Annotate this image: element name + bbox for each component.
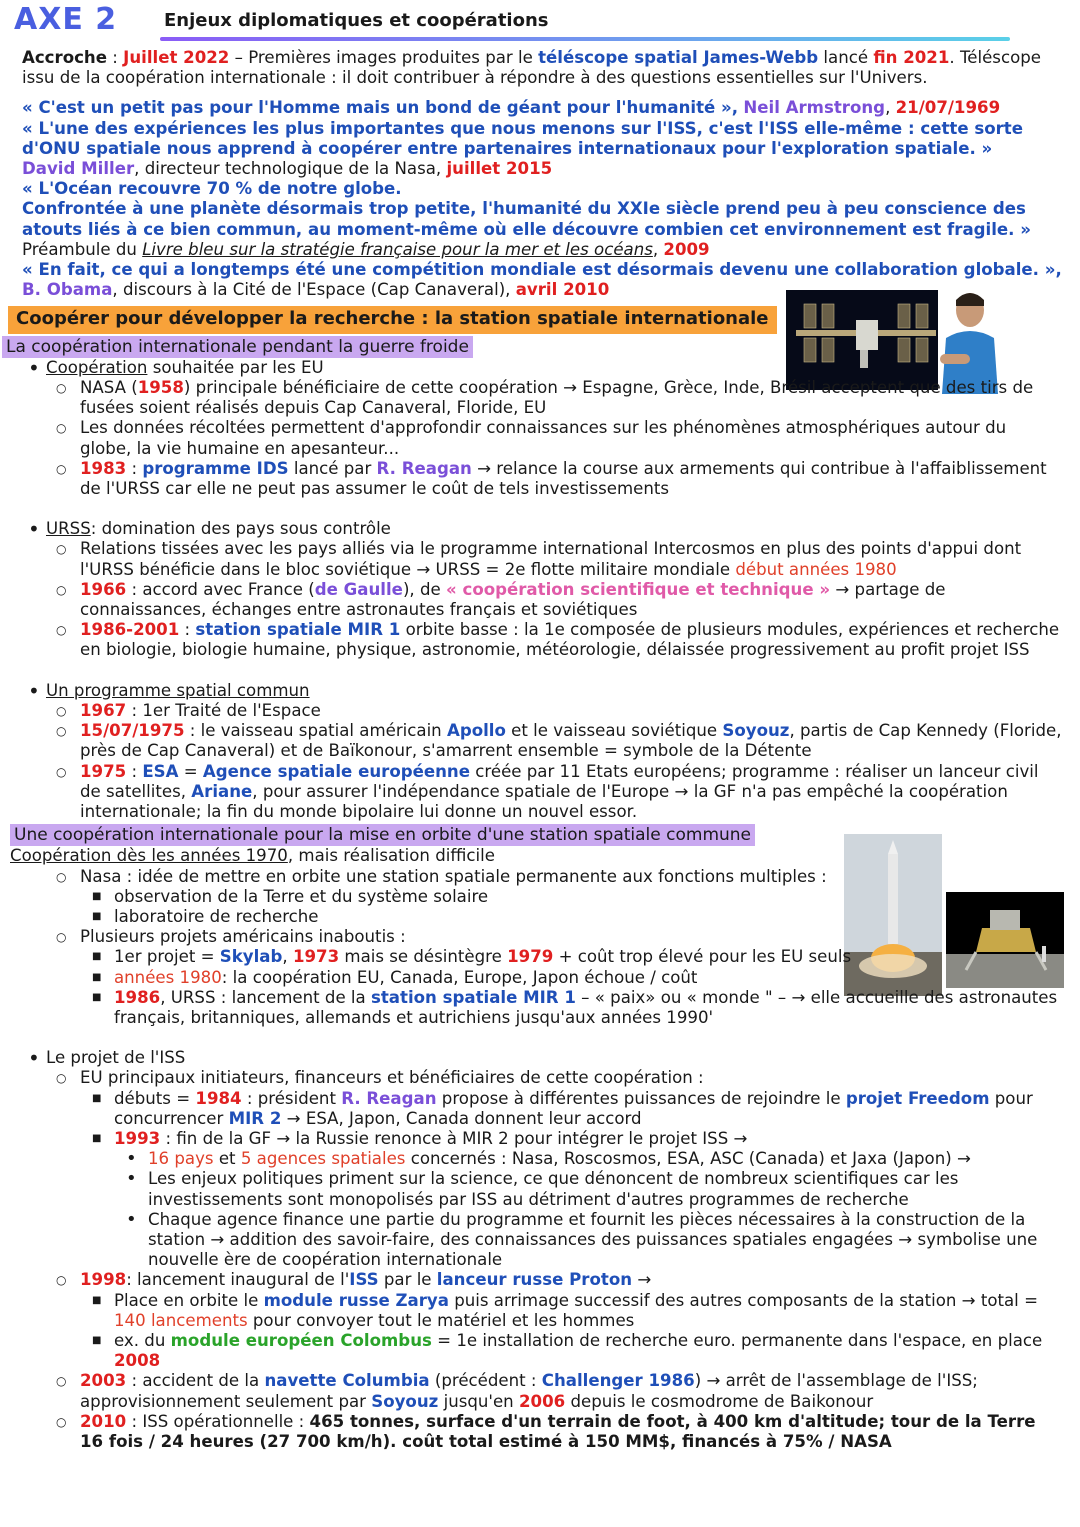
- axe-label: AXE 2: [14, 2, 118, 37]
- list-item: ○ 1983 : programme IDS lancé par R. Reagan → relance la course aux armements qui contribue à l'affaiblissement de l'URSS car elle ne peut pas assumer le coût de tels investissements: [22, 459, 1062, 499]
- list-item: ■ 1er projet = Skylab, 1973 mais se désintègre 1979 + coût trop élevé pour les EU seuls: [22, 947, 1062, 967]
- list-item: • 16 pays et 5 agences spatiales concernés : Nasa, Roscosmos, ESA, ASC (Canada) et Jaxa (Japon) →: [22, 1149, 1062, 1169]
- list-item: ○ 1998: lancement inaugural de l'ISS par le lanceur russe Proton →: [22, 1270, 1062, 1290]
- page-header: [12, 0, 1072, 44]
- list-item: • Un programme spatial commun: [22, 681, 1062, 701]
- quote-ocean-2: Confrontée à une planète désormais trop petite, l'humanité du XXIe siècle prend peu à peu conscience des atouts liés à ce bien commun, au moment-même où elle découvre combien cet environnement est fragile. »: [22, 199, 1031, 239]
- list-item: ■ Place en orbite le module russe Zarya puis arrimage successif des autres composants de la station → total = 140 lancements pour convoyer tout le matériel et les hommes: [22, 1291, 1062, 1331]
- list-item: ○ 2003 : accident de la navette Columbia (précédent : Challenger 1986) → arrêt de l'assemblage de l'ISS; approvisionnement seulement par Soyouz jusqu'en 2006 depuis le cosmodrome de Baikonour: [22, 1371, 1062, 1411]
- list-item: ■ observation de la Terre et du système solaire: [22, 887, 1062, 907]
- list-item: ■ débuts = 1984 : président R. Reagan propose à différentes puissances de rejoindre le projet Freedom pour concurrencer MIR 2 → ESA, Japon, Canada donnent leur accord: [22, 1089, 1062, 1129]
- list-item: ○ EU principaux initiateurs, financeurs et bénéficiaires de cette coopération :: [22, 1068, 1062, 1088]
- quote-obama-source: B. Obama, discours à la Cité de l'Espace (Cap Canaveral), avril 2010: [22, 280, 610, 300]
- list-item: ○ NASA (1958) principale bénéficiaire de cette coopération → Espagne, Grèce, Inde, Brésil acceptent que des tirs de fusées soient réalisés depuis Cap Canaveral, Floride, EU: [22, 378, 1062, 418]
- list-item: ■ 1986, URSS : lancement de la station spatiale MIR 1 – « paix» ou « monde " – → elle accueille des astronautes français, britanniques, allemands et autrichiens jusqu'aux années 1990': [22, 988, 1062, 1028]
- list-item: ■ années 1980: la coopération EU, Canada, Europe, Japon échoue / coût: [22, 968, 1062, 988]
- cold-war-list: [22, 358, 1062, 822]
- list-item: ■ 1993 : fin de la GF → la Russie renonce à MIR 2 pour intégrer le projet ISS →: [22, 1129, 1062, 1149]
- list-item: ○ Relations tissées avec les pays alliés via le programme international Intercosmos en plus des points d'appui dont l'URSS bénéficie dans le bloc soviétique → URSS = 2e flotte militaire mondiale début années 1980: [22, 539, 1062, 579]
- list-item: ○ 15/07/1975 : le vaisseau spatial américain Apollo et le vaisseau soviétique Soyouz, partis de Cap Kennedy (Floride, près de Cap Canaveral) et de Baïkonour, s'amarrent ensemble = symbole de la Détente: [22, 721, 1062, 761]
- quote-ocean: « L'Océan recouvre 70 % de notre globe.: [22, 179, 402, 199]
- list-item: ○ 1966 : accord avec France (de Gaulle), de « coopération scientifique et technique » → partage de connaissances, échanges entre astronautes français et soviétiques: [22, 580, 1062, 620]
- list-item: ○ 1967 : 1er Traité de l'Espace: [22, 701, 1062, 721]
- orbit-list: [22, 867, 1062, 1453]
- quote-miller-source: David Miller, directeur technologique de la Nasa, juillet 2015: [22, 159, 553, 179]
- list-item: ○ 2010 : ISS opérationnelle : 465 tonnes, surface d'un terrain de foot, à 400 km d'altitude; tour de la Terre 16 fois / 24 heures (27 700 km/h). coût total estimé à 150 MM$, financés à 75% / NASA: [22, 1412, 1062, 1452]
- hook-label: Accroche: [22, 48, 108, 67]
- quote-miller: « L'une des expériences les plus importantes que nous menons sur l'ISS, c'est l'ISS elle-même : cette sorte d'ONU spatiale nous apprend à coopérer entre partenaires internationaux pour l'exploration spatiale. »: [22, 118, 1023, 158]
- list-item: • Les enjeux politiques priment sur la science, ce que dénoncent de nombreux scientifiques car les investissements sont monopolisés par ISS au détriment d'autres programmes de recherche: [22, 1169, 1062, 1209]
- quote-ocean-source: Préambule du Livre bleu sur la stratégie française pour la mer et les océans, 2009: [22, 239, 710, 259]
- list-item: ■ ex. du module européen Colombus = 1e installation de recherche euro. permanente dans l'espace, en place 2008: [22, 1331, 1062, 1371]
- list-item: • Coopération souhaitée par les EU: [22, 358, 1062, 378]
- quote-obama: « En fait, ce qui a longtemps été une compétition mondiale est désormais devenu une collaboration globale. »,: [22, 260, 1062, 280]
- hook-paragraph: Accroche : Juillet 2022 – Premières images produites par le téléscope spatial James-Webb lancé fin 2021. Téléscope issu de la coopération internationale : il doit contribuer à répondre à des questions essentielles sur l'Univers.: [22, 48, 1041, 88]
- list-item: • Chaque agence finance une partie du programme et fournit les pièces nécessaires à la construction de la station → addition des savoir-faire, des connaissances des puissances spatiales engagées → symbolise une nouvelle ère de coopération internationale: [22, 1210, 1062, 1271]
- section-heading-iss: Coopérer pour développer la recherche : la station spatiale internationale: [8, 306, 777, 333]
- list-item: • URSS: domination des pays sous contrôle: [22, 519, 1062, 539]
- orbit-intro: Coopération dès les années 1970, mais réalisation difficile: [10, 846, 495, 866]
- title-underline: [160, 37, 1010, 41]
- subsection-heading-cold-war: La coopération internationale pendant la guerre froide: [2, 336, 473, 358]
- page-title: Enjeux diplomatiques et coopérations: [164, 10, 549, 31]
- list-item: ■ laboratoire de recherche: [22, 907, 1062, 927]
- subsection-heading-orbit: Une coopération internationale pour la mise en orbite d'une station spatiale commune: [10, 824, 755, 846]
- list-item: ○ Les données récoltées permettent d'approfondir connaissances sur les phénomènes atmosphériques autour du globe, la vie humaine en apesanteur...: [22, 418, 1062, 458]
- quote-armstrong: « C'est un petit pas pour l'Homme mais un bond de géant pour l'humanité », Neil Armstrong, 21/07/1969: [22, 98, 1001, 118]
- list-item: ○ 1975 : ESA = Agence spatiale européenne créée par 11 Etats européens; programme : réaliser un lanceur civil de satellites, Ariane, pour assurer l'indépendance spatiale de l'Europe → la GF n'a pas empêché la coopération internationale; la fin du monde bipolaire lui donne un nouvel essor.: [22, 762, 1062, 823]
- list-item: ○ Plusieurs projets américains inaboutis :: [22, 927, 1062, 947]
- list-item: • Le projet de l'ISS: [22, 1048, 1062, 1068]
- list-item: ○ Nasa : idée de mettre en orbite une station spatiale permanente aux fonctions multiples :: [22, 867, 1062, 887]
- document-body: [6, 48, 1062, 1452]
- list-item: ○ 1986-2001 : station spatiale MIR 1 orbite basse : la 1e composée de plusieurs modules, expériences et recherche en biologie, biologie humaine, physique, astronomie, météorologie, délaissée progressivement au profit projet ISS: [22, 620, 1062, 660]
